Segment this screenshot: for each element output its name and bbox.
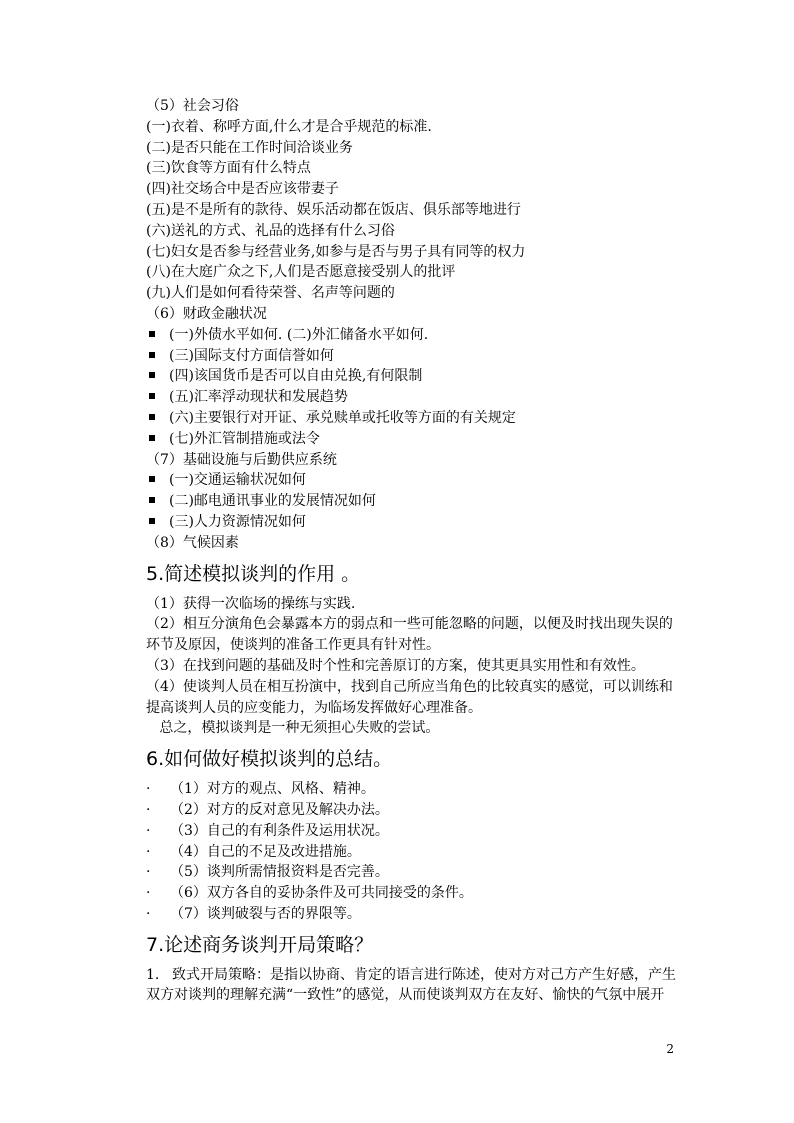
- list-item: [146, 429, 686, 450]
- list-item: [146, 779, 686, 800]
- page-number: 2: [666, 1042, 674, 1056]
- paragraph: [146, 965, 686, 1007]
- list-item-text: （7）谈判破裂与否的界限等。: [170, 905, 361, 922]
- list-item-text: (七)外汇管制措施或法令: [169, 430, 320, 447]
- square-bullet-icon: [149, 497, 155, 503]
- dot-bullet-icon: ·: [146, 801, 151, 818]
- text-line: （5）社会习俗: [146, 98, 239, 114]
- dot-bullet-icon: ·: [146, 905, 151, 922]
- dot-bullet-icon: ·: [146, 843, 151, 860]
- list-item: [146, 470, 686, 491]
- square-bullet-icon: [149, 414, 155, 420]
- list-item: [146, 904, 686, 925]
- text-line: (一)衣着、称呼方面,什么才是合乎规范的标准.: [146, 118, 432, 135]
- dot-bullet-icon: ·: [146, 822, 151, 839]
- text-line: (七)妇女是否参与经营业务,如参与是否与男子具有同等的权力: [146, 243, 526, 260]
- square-bullet-icon: [149, 352, 155, 358]
- list-item: [146, 883, 686, 904]
- list-item-text: （3）自己的有利条件及运用状况。: [170, 822, 389, 839]
- list-item-text: （6）双方各自的妥协条件及可共同接受的条件。: [170, 885, 473, 902]
- list-item: [146, 408, 686, 429]
- text-line: (五)是不是所有的款待、娱乐活动都在饭店、俱乐部等地进行: [146, 201, 521, 218]
- text-line: (六)送礼的方式、礼品的选择有什么习俗: [146, 222, 395, 239]
- list-item: [146, 491, 686, 512]
- list-item: [146, 842, 686, 863]
- list-item: [146, 800, 686, 821]
- item-number: 1.: [146, 966, 160, 983]
- list-item-text: (一)外债水平如何. (二)外汇储备水平如何.: [169, 326, 429, 343]
- list-item-text: (三)人力资源情况如何: [169, 513, 306, 530]
- paragraph: 总之，模拟谈判是一种无须担心失败的尝试。: [146, 720, 440, 737]
- list-item-text: (六)主要银行对开证、承兑赎单或托收等方面的有关规定: [169, 409, 516, 426]
- square-bullet-icon: [149, 518, 155, 524]
- page-content: [146, 96, 686, 1006]
- paragraph: （1）获得一次临场的操练与实践.: [146, 595, 356, 612]
- list-item-text: （4）自己的不足及改进措施。: [170, 843, 361, 860]
- list-item-text: (三)国际支付方面信誉如何: [169, 347, 334, 364]
- list-item-text: （5）谈判所需情报资料是否完善。: [170, 864, 389, 881]
- list-item-text: （2）对方的反对意见及解决办法。: [170, 801, 389, 818]
- list-item: [146, 325, 686, 346]
- list-item: [146, 346, 686, 367]
- text-line: (二)是否只能在工作时间洽谈业务: [146, 139, 353, 156]
- paragraph: （4）使谈判人员在相互扮演中，找到自己所应当角色的比较真实的感觉，可以训练和提高谈判人员的应变能力，为临场发挥做好心理准备。: [146, 678, 673, 716]
- text-line: (八)在大庭广众之下,人们是否愿意接受别人的批评: [146, 264, 456, 281]
- paragraph: （2）相互分演角色会暴露本方的弱点和一些可能忽略的问题，以便及时找出现失误的环节及原因，使谈判的准备工作更具有针对性。: [146, 616, 673, 654]
- dot-bullet-icon: ·: [146, 864, 151, 881]
- paragraph-text: 致式开局策略：是指以协商、肯定的语言进行陈述，使对方对己方产生好感，产生双方对谈判的理解充满“一致性”的感觉，从而使谈判双方在友好、愉快的气氛中展开: [146, 966, 676, 1004]
- list-item-text: (二)邮电通讯事业的发展情况如何: [169, 493, 376, 510]
- list-item: [146, 366, 686, 387]
- section-heading: 5.简述模拟谈判的作用 。: [146, 562, 361, 585]
- text-line: （6）财政金融状况: [146, 305, 267, 322]
- text-line: （8）气候因素: [146, 534, 239, 551]
- list-item-text: (五)汇率浮动现状和发展趋势: [169, 389, 348, 406]
- paragraph: （3）在找到问题的基础及时个性和完善原订的方案，使其更具实用性和有效性。: [146, 657, 645, 674]
- text-line: (九)人们是如何看待荣誉、名声等问题的: [146, 285, 395, 302]
- square-bullet-icon: [149, 393, 155, 399]
- text-line: (四)社交场合中是否应该带妻子: [146, 181, 339, 198]
- list-item: [146, 862, 686, 883]
- square-bullet-icon: [149, 372, 155, 378]
- section-heading: 7.论述商务谈判开局策略？: [146, 933, 374, 956]
- text-line: (三)饮食等方面有什么特点: [146, 160, 311, 177]
- list-item: [146, 387, 686, 408]
- square-bullet-icon: [149, 331, 155, 337]
- section-heading: 6.如何做好模拟谈判的总结。: [146, 748, 393, 771]
- dot-bullet-icon: ·: [146, 885, 151, 902]
- square-bullet-icon: [149, 476, 155, 482]
- text-line: （7）基础设施与后勤供应系统: [146, 451, 337, 468]
- list-item-text: （1）对方的观点、风格、精神。: [170, 781, 375, 798]
- list-item-text: (四)该国货币是否可以自由兑换,有何限制: [169, 368, 423, 385]
- dot-bullet-icon: ·: [146, 781, 151, 798]
- square-bullet-icon: [149, 435, 155, 441]
- list-item-text: (一)交通运输状况如何: [169, 472, 306, 489]
- list-item: [146, 512, 686, 533]
- list-item: [146, 821, 686, 842]
